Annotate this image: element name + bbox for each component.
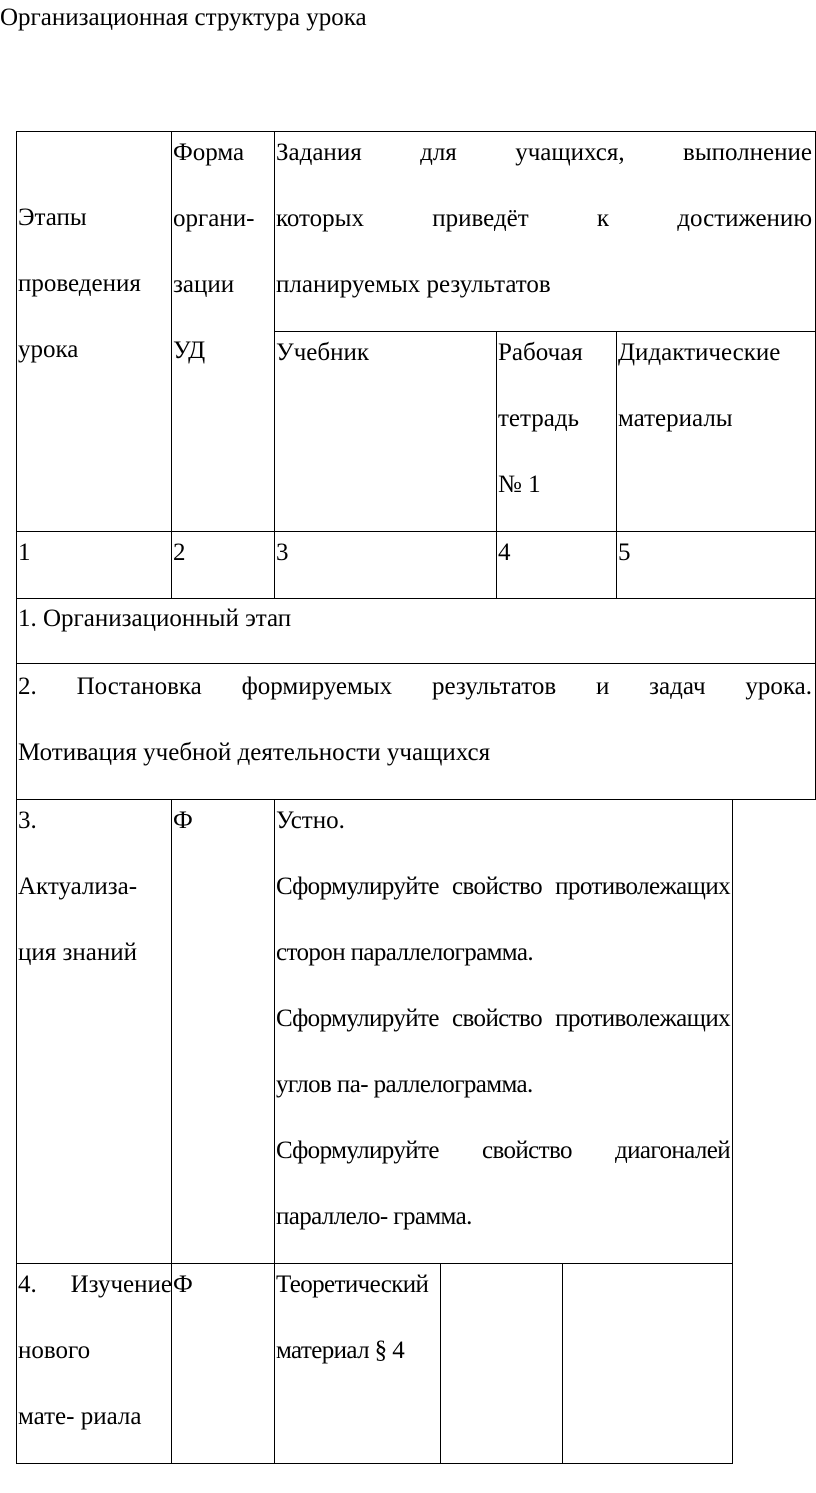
stage-4-textbook-line: Теоретический (276, 1271, 429, 1298)
header-textbook-label: Учебник (276, 339, 369, 366)
header-workbook (496, 318, 617, 518)
header-stages-line: Этапы (18, 204, 87, 231)
header-stages-line: проведения (18, 270, 141, 297)
page-title: Организационная структура урока (0, 4, 367, 31)
stage-3-task-line: Сформулируйте свойство противолежащих (276, 873, 730, 900)
column-number: 2 (173, 539, 186, 566)
stage-4-textbook (274, 1250, 441, 1384)
stage-2-line: 2. Постановка формируемых результатов и задач урока. (18, 673, 812, 700)
stage-3-name (16, 786, 172, 986)
column-number: 3 (276, 539, 289, 566)
column-number: 4 (498, 539, 511, 566)
stage-3-form: Ф (173, 807, 193, 834)
stage-3-name-line: ция знаний (18, 939, 137, 966)
header-tasks (274, 118, 815, 318)
stage-3-task-line: Сформулируйте свойство диагоналей (276, 1137, 730, 1164)
header-stages-line: урока (18, 336, 79, 363)
header-tasks-line: Задания для учащихся, выполнение (276, 139, 812, 166)
header-textbook (274, 318, 496, 386)
stage-3-task-line: Сформулируйте свойство противолежащих (276, 1005, 730, 1032)
stage-4-name-line: мате- риала (18, 1403, 142, 1430)
column-number: 1 (18, 539, 31, 566)
header-form-line: Форма (173, 139, 245, 166)
stage-3-tasks (274, 786, 733, 1250)
stage-4-didactic (562, 1250, 733, 1252)
header-form (171, 118, 275, 384)
stage-4-name-line: нового (18, 1337, 91, 1364)
stage-3-task-line: параллело- грамма. (276, 1203, 472, 1230)
header-workbook-line: Рабочая (498, 339, 583, 366)
header-workbook-line: тетрадь (498, 405, 579, 432)
stage-2-line: Мотивация учебной деятельности учащихся (18, 739, 491, 766)
stage-2-row (16, 652, 815, 786)
header-didactic-line: материалы (618, 405, 733, 432)
stage-4-workbook (440, 1250, 563, 1252)
stage-3-task-line: углов па- раллелограмма. (276, 1071, 533, 1098)
table-border-bottom (16, 1463, 732, 1464)
stage-1-row: 1. Организационный этап (18, 605, 292, 632)
header-workbook-line: № 1 (498, 471, 541, 498)
header-form-line: зации (173, 271, 235, 298)
stage-3-task-line: сторон параллелограмма. (276, 939, 534, 966)
header-didactic (616, 318, 815, 452)
stage-3-name-line: Актуализа- (18, 873, 138, 900)
stage-4-name-line: 4. Изучение (18, 1271, 172, 1298)
stage-4-name (16, 1250, 172, 1450)
stage-4-textbook-line: материал § 4 (276, 1337, 405, 1364)
stage-3-name-line: 3. (18, 807, 37, 834)
header-stages (16, 183, 172, 383)
header-form-line: органи- (173, 205, 255, 232)
header-form-line: УД (173, 337, 206, 364)
table-line-col4-lower (562, 1263, 563, 1464)
column-number: 5 (618, 539, 631, 566)
header-didactic-line: Дидактические (618, 339, 781, 366)
header-tasks-line: планируемых результатов (276, 271, 551, 298)
stage-3-task-line: Устно. (276, 807, 345, 834)
stage-4-form: Ф (173, 1271, 193, 1298)
header-tasks-line: которых приведёт к достижению (276, 205, 812, 232)
